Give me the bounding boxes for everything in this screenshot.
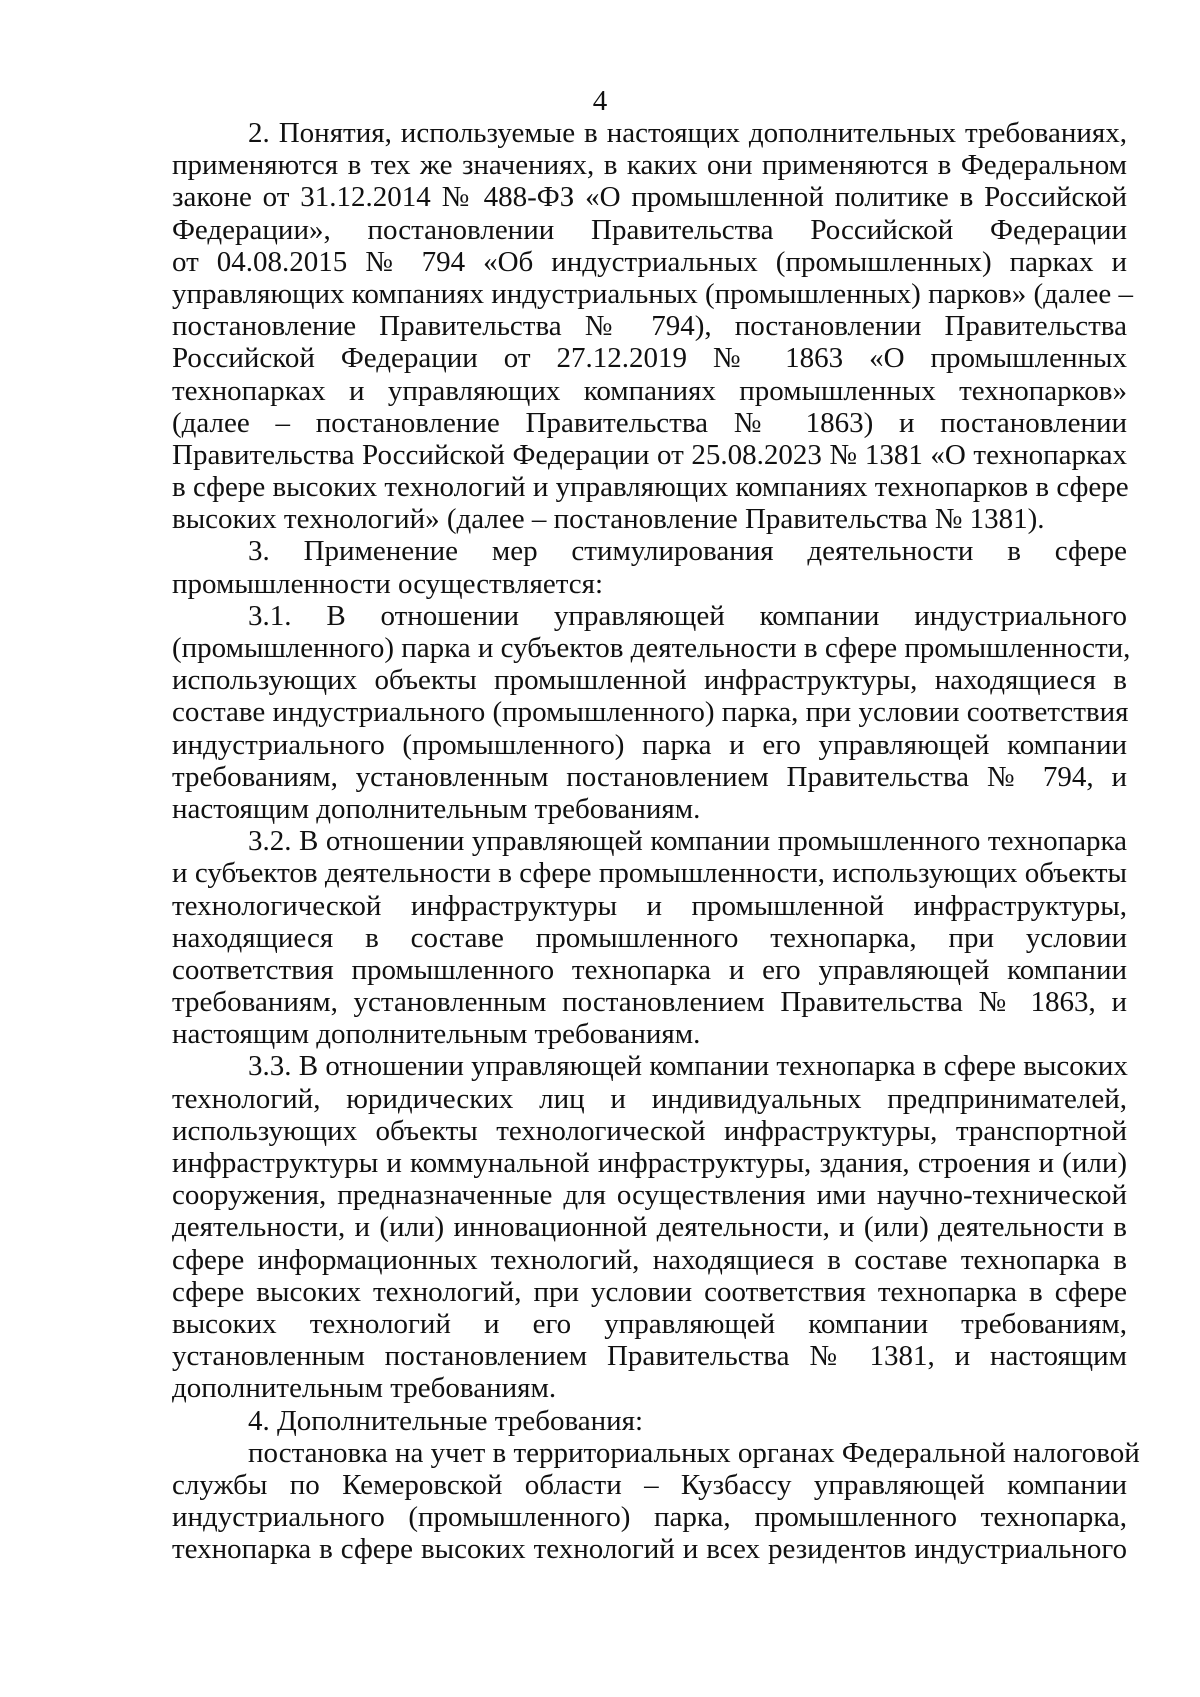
paragraph-line: Правительства Российской Федерации от 25.08.2023 № 1381 «О технопарках <box>172 438 1127 471</box>
paragraph-line: Российской Федерации от 27.12.2019 № 1863 «О промышленных <box>172 342 1127 375</box>
paragraph-line: сооружения, предназначенные для осуществления ими научно-технической <box>172 1179 1127 1212</box>
paragraph-3-1-industrial-park <box>172 599 1131 825</box>
paragraph-line: управляющих компаниях индустриальных (промышленных) парков» (далее – <box>172 277 1134 310</box>
paragraph-2-definitions <box>172 117 1134 536</box>
paragraph-4-tax-registration <box>172 1436 1140 1566</box>
page-number: 4 <box>592 85 608 117</box>
paragraph-line: дополнительным требованиям. <box>172 1372 557 1405</box>
paragraph-line: составе индустриального (промышленного) парка, при условии соответствия <box>172 696 1129 729</box>
paragraph-line: настоящим дополнительным требованиям. <box>172 792 701 825</box>
paragraph-line: технологий, юридических лиц и индивидуальных предпринимателей, <box>172 1082 1127 1115</box>
paragraph-line: постановление Правительства № 794), постановлении Правительства <box>172 310 1127 343</box>
paragraph-line: от 04.08.2015 № 794 «Об индустриальных (промышленных) парках и <box>172 245 1127 278</box>
paragraph-line: 2. Понятия, используемые в настоящих дополнительных требованиях, <box>248 117 1127 149</box>
paragraph-line: настоящим дополнительным требованиям. <box>172 1018 701 1051</box>
paragraph-4-requirements <box>172 1405 1127 1437</box>
paragraph-line: использующих объекты технологической инфраструктуры, транспортной <box>172 1114 1127 1147</box>
paragraph-line: законе от 31.12.2014 № 488-ФЗ «О промышленной политике в Российской <box>172 181 1127 214</box>
paragraph-line: требованиям, установленным постановлением Правительства № 794, и <box>172 760 1127 793</box>
paragraph-line: (далее – постановление Правительства № 1863) и постановлении <box>172 406 1127 439</box>
paragraph-line: промышленности осуществляется: <box>172 567 604 600</box>
paragraph-line: Федерации», постановлении Правительства Российской Федерации <box>172 213 1127 246</box>
paragraph-line: использующих объекты промышленной инфраструктуры, находящиеся в <box>172 664 1127 697</box>
paragraph-line: постановка на учет в территориальных органах Федеральной налоговой <box>248 1436 1140 1469</box>
paragraph-line: высоких технологий» (далее – постановление Правительства № 1381). <box>172 503 1045 536</box>
paragraph-line: сфере информационных технологий, находящиеся в составе технопарка в <box>172 1243 1127 1276</box>
paragraph-line: и субъектов деятельности в сфере промышленности, использующих объекты <box>172 857 1127 890</box>
paragraph-line: 4. Дополнительные требования: <box>248 1404 644 1437</box>
paragraph-line: соответствия промышленного технопарка и его управляющей компании <box>172 953 1127 986</box>
paragraph-line: применяются в тех же значениях, в каких они применяются в Федеральном <box>172 149 1127 182</box>
paragraph-line: технопарках и управляющих компаниях промышленных технопарков» <box>172 374 1127 407</box>
paragraph-line: индустриального (промышленного) парка, промышленного технопарка, <box>172 1501 1127 1534</box>
paragraph-line: 3.2. В отношении управляющей компании промышленного технопарка <box>248 825 1127 858</box>
paragraph-line: технопарка в сфере высоких технологий и всех резидентов индустриального <box>172 1533 1127 1566</box>
paragraph-line: 3.1. В отношении управляющей компании индустриального <box>248 599 1127 632</box>
paragraph-line: 3. Применение мер стимулирования деятельности в сфере <box>248 535 1127 568</box>
paragraph-line: (промышленного) парка и субъектов деятельности в сфере промышленности, <box>172 632 1131 664</box>
paragraph-line: деятельности, и (или) инновационной деятельности, и (или) деятельности в <box>172 1211 1127 1244</box>
paragraph-line: требованиям, установленным постановлением Правительства № 1863, и <box>172 986 1127 1019</box>
paragraph-line: индустриального (промышленного) парка и его управляющей компании <box>172 728 1127 761</box>
paragraph-line: службы по Кемеровской области – Кузбассу управляющей компании <box>172 1468 1127 1501</box>
paragraph-3-measures <box>172 535 1127 599</box>
paragraph-line: в сфере высоких технологий и управляющих компаниях технопарков в сфере <box>172 471 1129 504</box>
paragraph-line: инфраструктуры и коммунальной инфраструктуры, здания, строения и (или) <box>172 1147 1127 1179</box>
paragraph-line: 3.3. В отношении управляющей компании технопарка в сфере высоких <box>248 1050 1128 1083</box>
paragraph-line: установленным постановлением Правительства № 1381, и настоящим <box>172 1340 1127 1373</box>
paragraph-line: высоких технологий и его управляющей компании требованиям, <box>172 1307 1127 1340</box>
paragraph-line: сфере высоких технологий, при условии соответствия технопарка в сфере <box>172 1275 1127 1308</box>
document-body <box>172 117 1140 1566</box>
paragraph-line: находящиеся в составе промышленного технопарка, при условии <box>172 921 1127 954</box>
paragraph-3-2-industrial-technopark <box>172 825 1127 1050</box>
paragraph-3-3-high-tech-technopark <box>172 1050 1127 1404</box>
paragraph-line: технологической инфраструктуры и промышленной инфраструктуры, <box>172 889 1127 922</box>
